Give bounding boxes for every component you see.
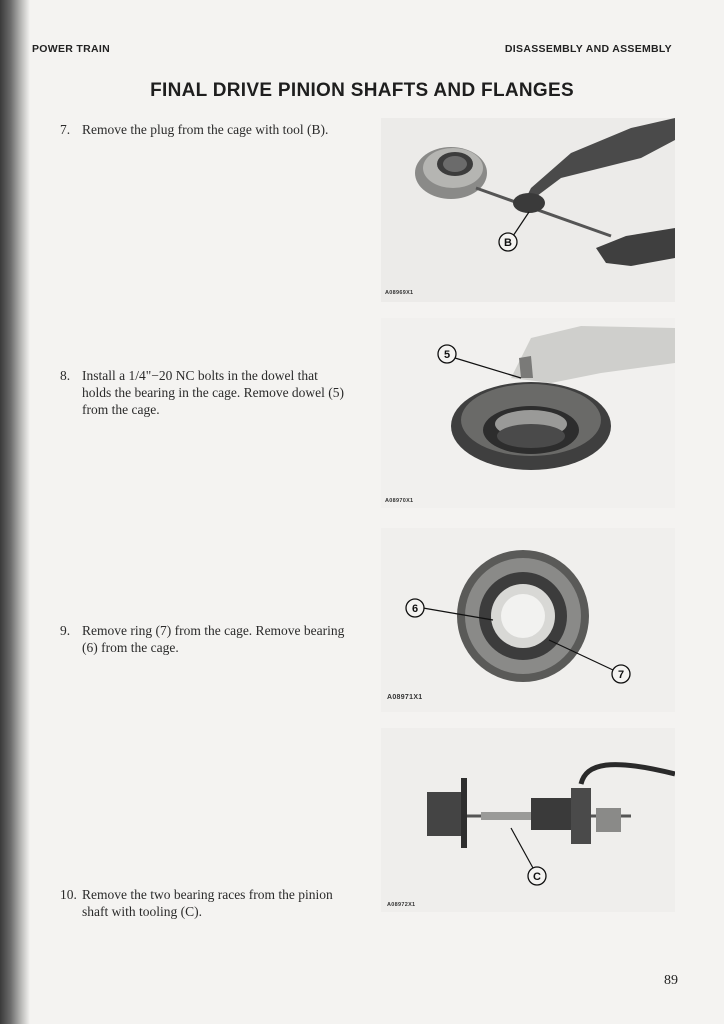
step-10 (60, 886, 350, 920)
section-header-right: DISASSEMBLY AND ASSEMBLY (504, 43, 672, 55)
svg-text:6: 6 (411, 603, 419, 615)
figure-id: A08970X1 (385, 498, 414, 504)
svg-text:B: B (504, 237, 512, 249)
callout-b (381, 118, 675, 302)
step-text: Remove the plug from the cage with tool (B). (82, 122, 329, 137)
figure-id: A08971X1 (387, 694, 423, 701)
page-title: FINAL DRIVE PINION SHAFTS AND FLANGES (150, 80, 574, 101)
photo-figure-10 (381, 728, 675, 912)
step-text: Remove ring (7) from the cage. Remove bearing (6) from the cage. (82, 623, 345, 655)
step-number: 10. (60, 887, 77, 902)
photo-figure-7 (381, 118, 675, 302)
step-7 (60, 121, 350, 138)
callout-5 (381, 318, 675, 508)
step-number: 7. (60, 122, 71, 137)
step-text: Install a 1/4"−20 NC bolts in the dowel that holds the bearing in the cage. Remove dowel (5) from the cage. (82, 368, 345, 417)
step-number: 8. (60, 368, 71, 383)
figure-id: A08969X1 (385, 290, 414, 296)
svg-text:7: 7 (617, 669, 625, 681)
step-text: Remove the two bearing races from the pinion shaft with tooling (C). (82, 887, 333, 919)
page-number: 89 (664, 973, 678, 988)
callout-6-and-7 (381, 528, 675, 712)
photo-figure-9 (381, 528, 675, 712)
svg-text:5: 5 (443, 349, 451, 361)
step-number: 9. (60, 623, 71, 638)
step-8 (60, 367, 350, 418)
step-9 (60, 622, 350, 656)
photo-figure-8 (381, 318, 675, 508)
callout-c (381, 728, 675, 912)
svg-text:C: C (533, 871, 541, 883)
figure-id: A08972X1 (387, 902, 416, 908)
section-header-left: POWER TRAIN (32, 43, 110, 55)
book-binding-shadow (0, 0, 30, 1024)
